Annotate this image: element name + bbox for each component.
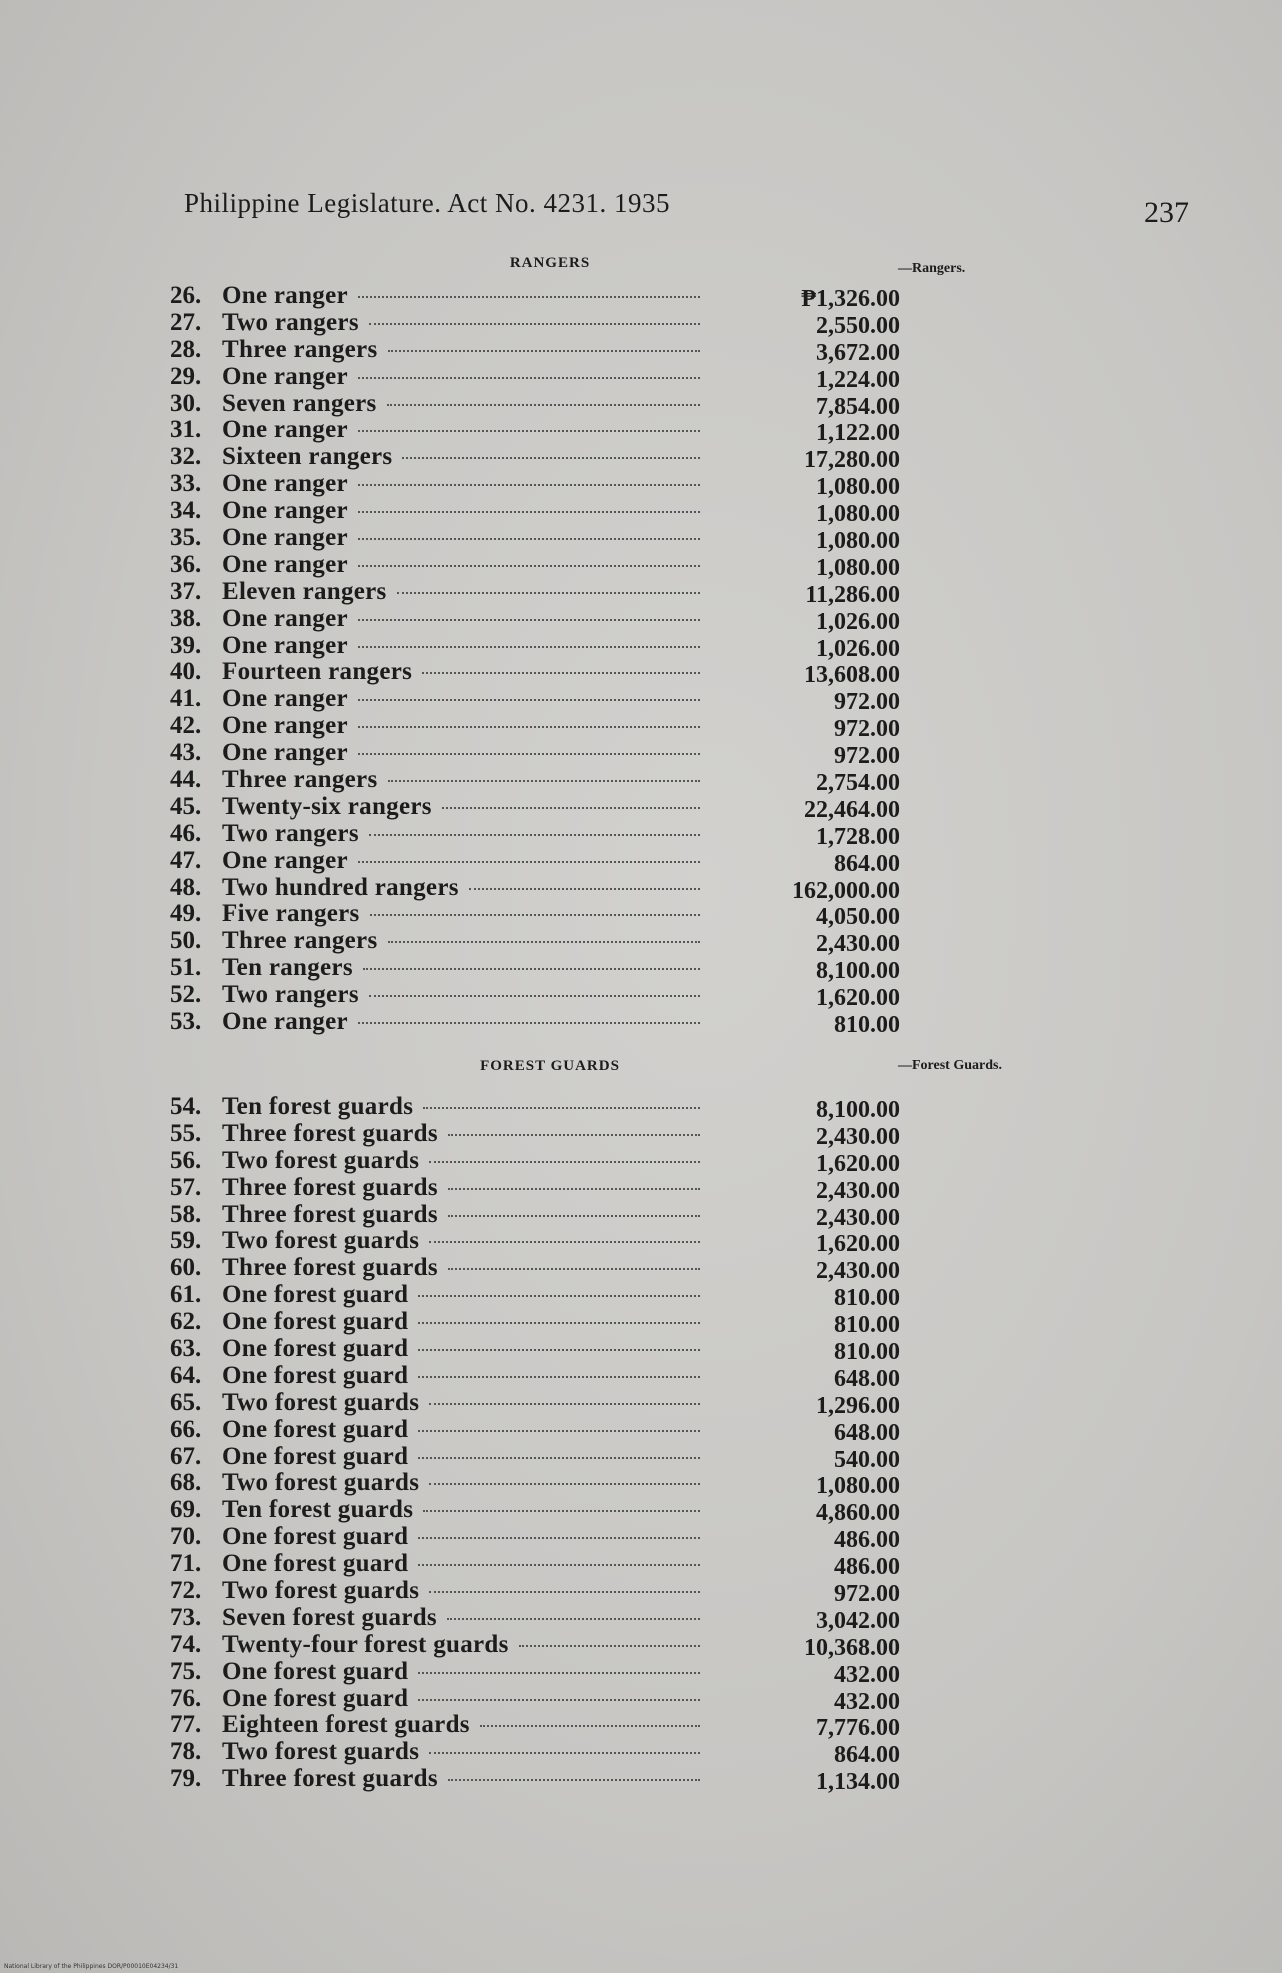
- dot-leader: [418, 1376, 700, 1378]
- item-description: One forest guard: [222, 1657, 409, 1685]
- item-description: Ten forest guards: [222, 1093, 414, 1120]
- list-item: [170, 1119, 900, 1150]
- item-number: 65.: [170, 1388, 202, 1416]
- item-number: 67.: [170, 1442, 202, 1470]
- item-description: Fourteen rangers: [222, 658, 413, 686]
- item-number: 62.: [170, 1308, 202, 1336]
- list-item: [170, 1200, 900, 1231]
- list-item: [170, 524, 900, 555]
- item-description: One forest guard: [222, 1684, 409, 1712]
- item-number: 27.: [170, 308, 202, 336]
- item-description: Twenty-four forest guards: [222, 1630, 509, 1658]
- dot-leader: [418, 1564, 700, 1566]
- item-amount: 22,464.00: [804, 796, 900, 823]
- dot-leader: [388, 780, 700, 782]
- dot-leader: [358, 296, 700, 298]
- list-item: [170, 443, 900, 474]
- dot-leader: [358, 753, 700, 755]
- item-amount: 10,368.00: [804, 1634, 900, 1661]
- dot-leader: [429, 1403, 700, 1405]
- dot-leader: [423, 1510, 700, 1512]
- item-amount: 3,042.00: [816, 1607, 900, 1634]
- item-number: 57.: [170, 1173, 202, 1201]
- item-number: 30.: [170, 389, 202, 417]
- dot-leader: [358, 861, 700, 863]
- item-number: 49.: [170, 900, 202, 928]
- list-item: [170, 685, 900, 716]
- item-number: 72.: [170, 1577, 202, 1605]
- list-item: [170, 658, 900, 689]
- item-number: 42.: [170, 712, 202, 740]
- item-number: 34.: [170, 497, 202, 525]
- list-item: [170, 1496, 900, 1527]
- dot-leader: [388, 350, 700, 352]
- dot-leader: [418, 1295, 700, 1297]
- dot-leader: [418, 1672, 700, 1674]
- dot-leader: [358, 1022, 700, 1024]
- item-number: 71.: [170, 1550, 202, 1578]
- item-description: Three rangers: [222, 766, 378, 794]
- item-description: One ranger: [222, 524, 348, 552]
- list-item: [170, 792, 900, 823]
- dot-leader: [480, 1725, 700, 1727]
- item-description: Eighteen forest guards: [222, 1711, 470, 1739]
- list-item: [170, 416, 900, 447]
- list-item: [170, 1442, 900, 1473]
- item-amount: 2,430.00: [816, 1177, 900, 1204]
- dot-leader: [363, 968, 700, 970]
- item-number: 53.: [170, 1008, 202, 1036]
- item-amount: 1,122.00: [816, 420, 900, 447]
- item-amount: 1,620.00: [816, 985, 900, 1012]
- dot-leader: [358, 484, 700, 486]
- dot-leader: [429, 1161, 700, 1163]
- item-number: 70.: [170, 1523, 202, 1551]
- list-item: [170, 819, 900, 850]
- list-item: [170, 1603, 900, 1634]
- item-description: One forest guard: [222, 1550, 409, 1578]
- item-amount: 1,134.00: [816, 1769, 900, 1796]
- item-description: Two forest guards: [222, 1469, 420, 1497]
- item-number: 63.: [170, 1335, 202, 1363]
- dot-leader: [429, 1591, 700, 1593]
- list-item: [170, 873, 900, 904]
- dot-leader: [358, 726, 700, 728]
- item-amount: 1,224.00: [816, 366, 900, 393]
- item-amount: 1,728.00: [816, 823, 900, 850]
- item-amount: 972.00: [834, 716, 900, 743]
- item-amount: 1,026.00: [816, 635, 900, 662]
- item-number: 79.: [170, 1765, 202, 1793]
- item-amount: 7,854.00: [816, 393, 900, 420]
- list-item: [170, 604, 900, 635]
- item-number: 28.: [170, 335, 202, 363]
- item-amount: 1,620.00: [816, 1150, 900, 1177]
- item-number: 26.: [170, 282, 202, 309]
- item-amount: 2,430.00: [816, 1258, 900, 1285]
- item-description: Sixteen rangers: [222, 443, 393, 471]
- item-amount: 810.00: [834, 1285, 900, 1312]
- item-description: Three forest guards: [222, 1200, 438, 1228]
- dot-leader: [418, 1457, 700, 1459]
- list-item: [170, 335, 900, 366]
- item-amount: 810.00: [834, 1012, 900, 1039]
- item-amount: 8,100.00: [816, 958, 900, 985]
- item-amount: 1,296.00: [816, 1392, 900, 1419]
- item-number: 33.: [170, 470, 202, 498]
- item-description: One forest guard: [222, 1523, 409, 1551]
- item-number: 75.: [170, 1657, 202, 1685]
- item-number: 77.: [170, 1711, 202, 1739]
- item-number: 51.: [170, 954, 202, 982]
- item-description: One ranger: [222, 739, 348, 767]
- dot-leader: [429, 1483, 700, 1485]
- list-item: [170, 631, 900, 662]
- item-description: Two hundred rangers: [222, 873, 459, 901]
- dot-leader: [358, 430, 700, 432]
- item-number: 60.: [170, 1254, 202, 1282]
- item-description: Two forest guards: [222, 1388, 420, 1416]
- item-description: One ranger: [222, 685, 348, 713]
- list-item: [170, 1657, 900, 1688]
- dot-leader: [418, 1430, 700, 1432]
- item-description: One forest guard: [222, 1442, 409, 1470]
- dot-leader: [358, 565, 700, 567]
- dot-leader: [469, 888, 700, 890]
- item-amount: 972.00: [834, 743, 900, 770]
- dot-leader: [422, 672, 700, 674]
- item-amount: 432.00: [834, 1688, 900, 1715]
- item-description: One ranger: [222, 362, 348, 390]
- item-description: One ranger: [222, 604, 348, 632]
- list-item: [170, 1361, 900, 1392]
- item-number: 64.: [170, 1361, 202, 1389]
- dot-leader: [448, 1215, 700, 1217]
- item-amount: 2,430.00: [816, 931, 900, 958]
- list-item: [170, 1173, 900, 1204]
- item-amount: 972.00: [834, 1581, 900, 1608]
- item-number: 36.: [170, 550, 202, 578]
- list-item: [170, 1523, 900, 1554]
- margin-note-forest-guards: —Forest Guards.: [898, 1058, 1002, 1073]
- item-description: Twenty-six rangers: [222, 792, 432, 820]
- list-item: [170, 766, 900, 797]
- dot-leader: [429, 1241, 700, 1243]
- list-item: [170, 577, 900, 608]
- list-item: [170, 927, 900, 958]
- item-amount: 3,672.00: [816, 339, 900, 366]
- item-number: 76.: [170, 1684, 202, 1712]
- list-item: [170, 362, 900, 393]
- item-number: 73.: [170, 1603, 202, 1631]
- item-number: 45.: [170, 792, 202, 820]
- dot-leader: [369, 995, 700, 997]
- item-description: Three forest guards: [222, 1119, 438, 1147]
- item-amount: 1,026.00: [816, 608, 900, 635]
- item-description: One forest guard: [222, 1281, 409, 1309]
- item-description: Three rangers: [222, 927, 378, 955]
- item-amount: 864.00: [834, 1742, 900, 1769]
- list-item: [170, 389, 900, 420]
- item-number: 43.: [170, 739, 202, 767]
- item-amount: 540.00: [834, 1446, 900, 1473]
- list-item: [170, 1281, 900, 1312]
- list-item: [170, 1254, 900, 1285]
- list-item: [170, 550, 900, 581]
- item-description: Seven forest guards: [222, 1603, 437, 1631]
- list-item: [170, 1308, 900, 1339]
- dot-leader: [388, 941, 700, 943]
- item-amount: 17,280.00: [804, 447, 900, 474]
- item-description: One ranger: [222, 497, 348, 525]
- item-amount: 810.00: [834, 1339, 900, 1366]
- list-item: [170, 1227, 900, 1258]
- dot-leader: [448, 1134, 700, 1136]
- item-amount: 7,776.00: [816, 1715, 900, 1742]
- list-item: [170, 739, 900, 770]
- item-amount: 1,620.00: [816, 1231, 900, 1258]
- item-description: Two rangers: [222, 819, 359, 847]
- dot-leader: [358, 699, 700, 701]
- item-number: 52.: [170, 981, 202, 1009]
- item-number: 38.: [170, 604, 202, 632]
- dot-leader: [447, 1618, 700, 1620]
- item-number: 50.: [170, 927, 202, 955]
- item-description: Two forest guards: [222, 1577, 420, 1605]
- dot-leader: [418, 1322, 700, 1324]
- item-description: Two forest guards: [222, 1738, 420, 1766]
- list-item: [170, 1335, 900, 1366]
- item-description: Five rangers: [222, 900, 360, 928]
- item-description: One forest guard: [222, 1361, 409, 1389]
- item-number: 41.: [170, 685, 202, 713]
- item-description: Three forest guards: [222, 1765, 438, 1793]
- item-number: 35.: [170, 524, 202, 552]
- item-description: One ranger: [222, 631, 348, 659]
- item-number: 66.: [170, 1415, 202, 1443]
- list-item: [170, 1630, 900, 1661]
- footer-credit: National Library of the Philippines DOR/P00010E04234/31: [4, 1963, 179, 1970]
- item-number: 61.: [170, 1281, 202, 1309]
- dot-leader: [519, 1645, 700, 1647]
- dot-leader: [418, 1699, 700, 1701]
- item-number: 39.: [170, 631, 202, 659]
- item-amount: 2,550.00: [816, 312, 900, 339]
- item-amount: 13,608.00: [804, 662, 900, 689]
- list-item: [170, 1469, 900, 1500]
- list-item: [170, 1765, 900, 1796]
- item-amount: 1,080.00: [816, 501, 900, 528]
- dot-leader: [397, 592, 700, 594]
- list-item: [170, 954, 900, 985]
- list-item: [170, 1388, 900, 1419]
- list-item: [170, 712, 900, 743]
- dot-leader: [418, 1349, 700, 1351]
- item-number: 29.: [170, 362, 202, 390]
- dot-leader: [358, 377, 700, 379]
- margin-note-rangers: —Rangers.: [898, 261, 966, 276]
- list-item: [170, 1577, 900, 1608]
- dot-leader: [429, 1752, 700, 1754]
- item-description: One forest guard: [222, 1308, 409, 1336]
- section-title-rangers: RANGERS: [509, 255, 591, 271]
- list-item: [170, 846, 900, 877]
- item-description: Three forest guards: [222, 1173, 438, 1201]
- list-item: [170, 282, 900, 312]
- item-description: Two rangers: [222, 308, 359, 336]
- item-number: 44.: [170, 766, 202, 794]
- item-description: Three rangers: [222, 335, 378, 363]
- dot-leader: [448, 1188, 700, 1190]
- rangers-list: [170, 282, 900, 1039]
- item-number: 78.: [170, 1738, 202, 1766]
- item-amount: 1,080.00: [816, 554, 900, 581]
- item-description: Two rangers: [222, 981, 359, 1009]
- item-amount: 2,754.00: [816, 770, 900, 797]
- forest-guards-list: [170, 1093, 900, 1796]
- item-number: 54.: [170, 1093, 202, 1120]
- item-number: 48.: [170, 873, 202, 901]
- item-amount: 1,080.00: [816, 1473, 900, 1500]
- item-amount: 2,430.00: [816, 1123, 900, 1150]
- list-item: [170, 981, 900, 1012]
- dot-leader: [358, 646, 700, 648]
- dot-leader: [369, 834, 700, 836]
- dot-leader: [442, 807, 700, 809]
- item-number: 37.: [170, 577, 202, 605]
- item-number: 74.: [170, 1630, 202, 1658]
- item-amount: 432.00: [834, 1661, 900, 1688]
- dot-leader: [370, 914, 700, 916]
- dot-leader: [402, 457, 700, 459]
- item-amount: 8,100.00: [816, 1097, 900, 1123]
- item-amount: ₱1,326.00: [801, 286, 900, 312]
- item-description: One forest guard: [222, 1415, 409, 1443]
- item-amount: 4,860.00: [816, 1500, 900, 1527]
- list-item: [170, 1008, 900, 1039]
- item-number: 59.: [170, 1227, 202, 1255]
- item-amount: 810.00: [834, 1312, 900, 1339]
- dot-leader: [448, 1779, 700, 1781]
- item-amount: 972.00: [834, 689, 900, 716]
- dot-leader: [448, 1268, 700, 1270]
- item-amount: 648.00: [834, 1419, 900, 1446]
- item-amount: 486.00: [834, 1554, 900, 1581]
- list-item: [170, 1684, 900, 1715]
- dot-leader: [423, 1107, 700, 1109]
- dot-leader: [418, 1537, 700, 1539]
- item-amount: 864.00: [834, 850, 900, 877]
- item-amount: 1,080.00: [816, 528, 900, 555]
- list-item: [170, 1415, 900, 1446]
- item-description: Three forest guards: [222, 1254, 438, 1282]
- item-description: Eleven rangers: [222, 577, 387, 605]
- item-description: One ranger: [222, 282, 348, 309]
- item-number: 56.: [170, 1146, 202, 1174]
- item-number: 55.: [170, 1119, 202, 1147]
- item-description: Two forest guards: [222, 1146, 420, 1174]
- item-description: One ranger: [222, 846, 348, 874]
- item-description: One forest guard: [222, 1335, 409, 1363]
- list-item: [170, 900, 900, 931]
- page-header: Philippine Legislature. Act No. 4231. 1935: [184, 188, 670, 218]
- item-description: One ranger: [222, 416, 348, 444]
- item-amount: 11,286.00: [805, 581, 900, 608]
- item-description: Ten forest guards: [222, 1496, 414, 1524]
- item-number: 58.: [170, 1200, 202, 1228]
- item-amount: 4,050.00: [816, 904, 900, 931]
- item-description: Seven rangers: [222, 389, 377, 417]
- item-number: 46.: [170, 819, 202, 847]
- section-title-forest-guards: FOREST GUARDS: [480, 1058, 620, 1074]
- item-description: One ranger: [222, 1008, 348, 1036]
- dot-leader: [358, 538, 700, 540]
- item-amount: 162,000.00: [792, 877, 900, 904]
- page-number: 237: [1144, 196, 1189, 229]
- item-amount: 648.00: [834, 1365, 900, 1392]
- item-description: One ranger: [222, 712, 348, 740]
- item-amount: 2,430.00: [816, 1204, 900, 1231]
- item-description: One ranger: [222, 550, 348, 578]
- list-item: [170, 1093, 900, 1123]
- list-item: [170, 497, 900, 528]
- dot-leader: [358, 511, 700, 513]
- list-item: [170, 470, 900, 501]
- item-number: 47.: [170, 846, 202, 874]
- item-description: Ten rangers: [222, 954, 353, 982]
- item-description: Two forest guards: [222, 1227, 420, 1255]
- dot-leader: [369, 323, 700, 325]
- list-item: [170, 1146, 900, 1177]
- item-amount: 486.00: [834, 1527, 900, 1554]
- item-amount: 1,080.00: [816, 474, 900, 501]
- list-item: [170, 1550, 900, 1581]
- list-item: [170, 1711, 900, 1742]
- item-number: 68.: [170, 1469, 202, 1497]
- item-number: 69.: [170, 1496, 202, 1524]
- item-number: 32.: [170, 443, 202, 471]
- dot-leader: [387, 404, 700, 406]
- item-description: One ranger: [222, 470, 348, 498]
- item-number: 31.: [170, 416, 202, 444]
- list-item: [170, 308, 900, 339]
- item-number: 40.: [170, 658, 202, 686]
- dot-leader: [358, 619, 700, 621]
- list-item: [170, 1738, 900, 1769]
